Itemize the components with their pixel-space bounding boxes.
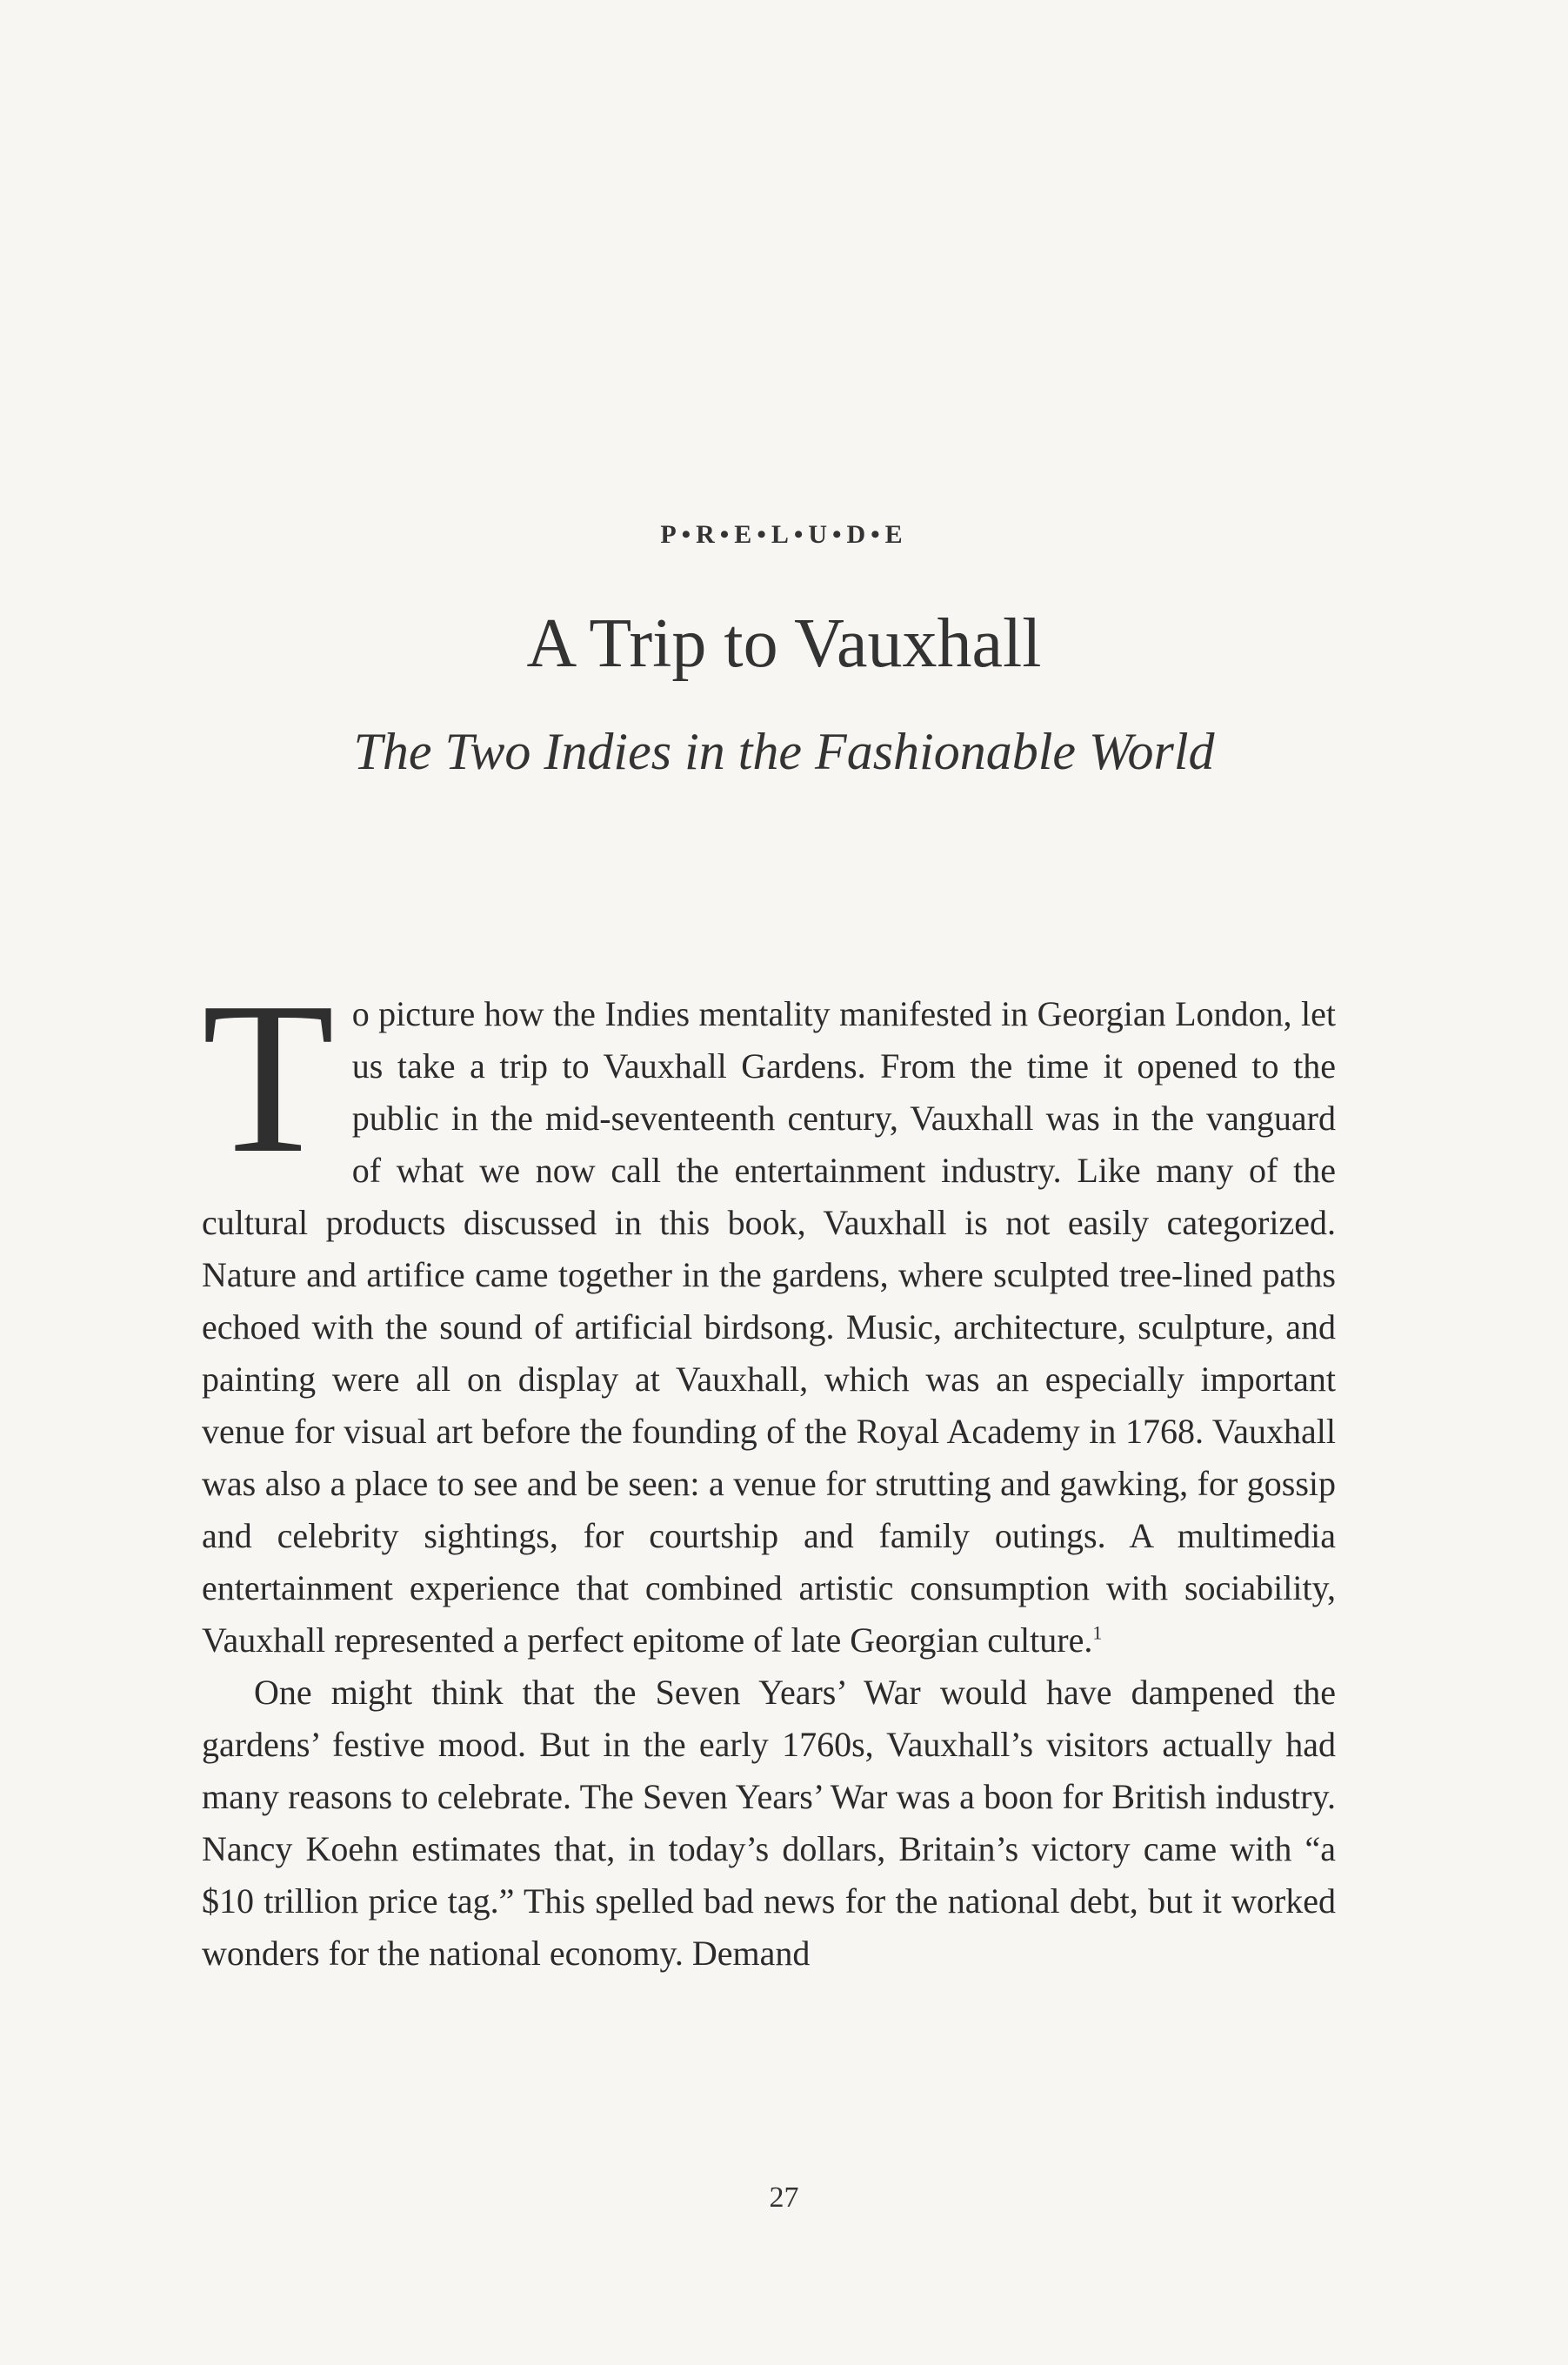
paragraph-2-text: One might think that the Seven Years’ War would have dampened the gardens’ festive mood. But in the early 1760s, Vauxhall’s visitors actually had many reasons to celebrate. The Seven Years’ War was a boon for British industry. Nancy Koehn estimates that, in today’s dollars, Britain’s victory came with “a $10 trillion price tag.” This spelled bad news for the national debt, but it worked wonders for the national economy. Demand [202, 1673, 1336, 1973]
paragraph [202, 958, 1336, 1667]
drop-cap: T [202, 958, 335, 1199]
paragraph-1-text: o picture how the Indies mentality manifested in Georgian London, let us take a trip to Vauxhall Gardens. From the time it opened to the public in the mid-seventeenth century, Vauxhall was in the vanguard of what we now call the entertainment industry. Like many of the cultural products discussed in this book, Vauxhall is not easily categorized. Nature and artifice came together in the gardens, where sculpted tree-lined paths echoed with the sound of artificial birdsong. Music, architecture, sculpture, and painting were all on display at Vauxhall, which was an especially important venue for visual art before the founding of the Royal Academy in 1768. Vauxhall was also a place to see and be seen: a venue for strutting and gawking, for gossip and celebrity sightings, for courtship and family outings. A multimedia entertainment experience that combined artistic consumption with sociability, Vauxhall represented a perfect epitome of late Georgian culture. [202, 994, 1336, 1660]
chapter-title: A Trip to Vauxhall [526, 605, 1042, 682]
paragraph [202, 1667, 1336, 1980]
section-kicker: P•R•E•L•U•D•E [660, 520, 908, 549]
body-text [202, 958, 1336, 1980]
page-number: 27 [769, 2181, 799, 2214]
chapter-subtitle: The Two Indies in the Fashionable World [353, 723, 1215, 780]
footnote-marker: 1 [1092, 1621, 1103, 1644]
